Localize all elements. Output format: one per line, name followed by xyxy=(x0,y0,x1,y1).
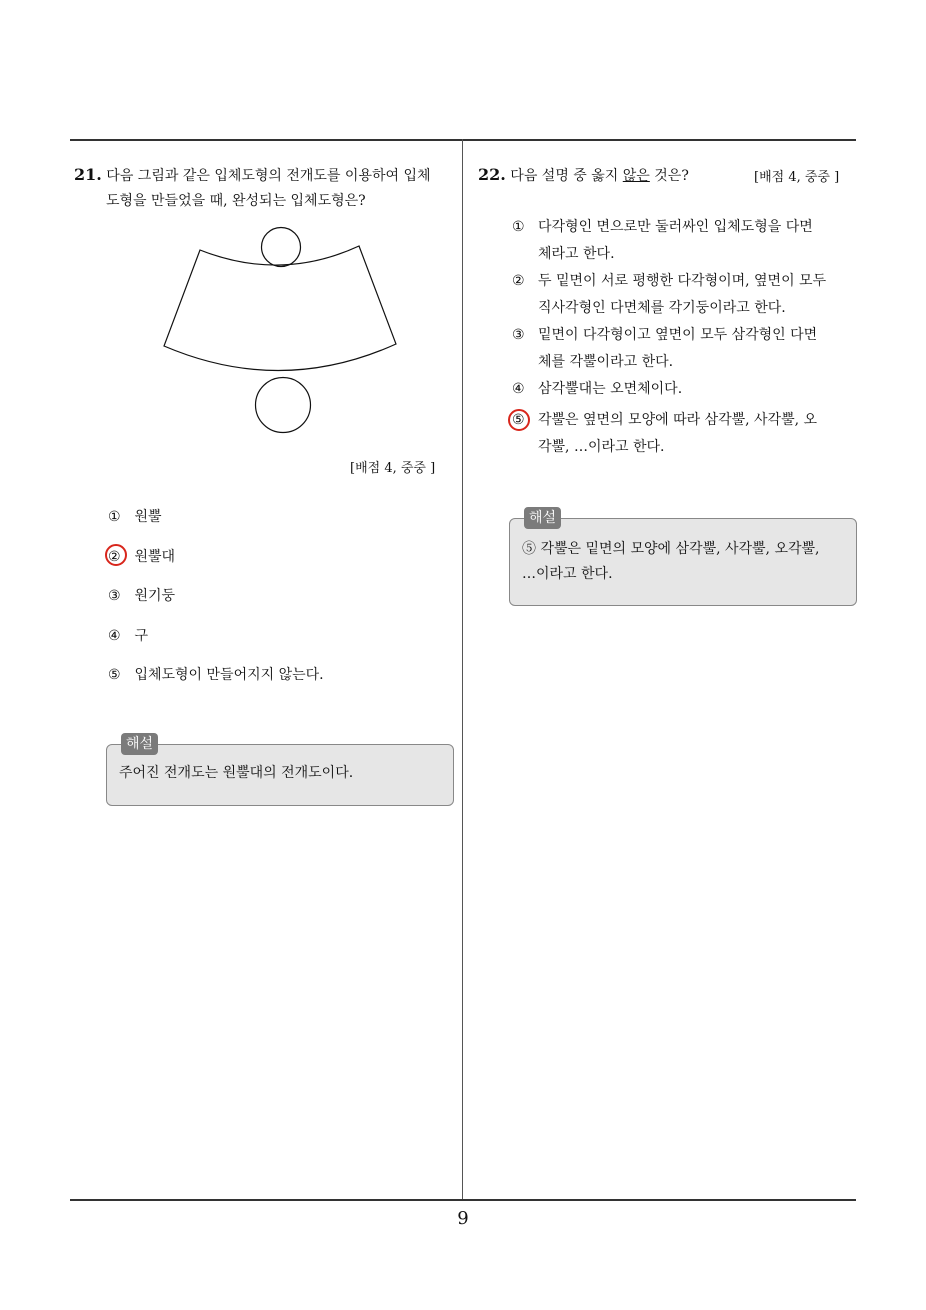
question-22-text-underlined: 않은 xyxy=(622,168,650,184)
q22-choice-4[interactable] xyxy=(512,376,852,403)
q21-choice-1[interactable] xyxy=(108,506,448,546)
question-22-number: 22. xyxy=(478,165,506,184)
q21-choice-2-text: 원뿔대 xyxy=(134,548,176,565)
q22-choice-2-line2: 직사각형인 다면체를 각기둥이라고 한다. xyxy=(538,300,786,316)
question-21-explanation-box xyxy=(106,736,454,806)
question-21-text-line1: 다음 그림과 같은 입체도형의 전개도를 이용하여 입체 xyxy=(106,168,431,184)
q22-choice-1-line2: 체라고 한다. xyxy=(538,246,615,262)
q21-choice-5[interactable] xyxy=(108,664,448,704)
question-22-text-before: 다음 설명 중 옳지 xyxy=(510,168,623,184)
q22-choice-5[interactable] xyxy=(512,407,852,461)
q22-choice-3-line1: 밑면이 다각형이고 옆면이 모두 삼각형인 다면 xyxy=(538,327,818,343)
q22-choice-5-line1: 각뿔은 옆면의 모양에 따라 삼각뿔, 사각뿔, 오 xyxy=(538,412,818,428)
q21-choice-2[interactable] xyxy=(108,546,448,586)
net-lateral-surface xyxy=(164,246,396,371)
q22-choice-2[interactable] xyxy=(512,268,852,322)
q22-choice-2-line1: 두 밑면이 서로 평행한 다각형이며, 옆면이 모두 xyxy=(538,273,827,289)
top-rule xyxy=(70,139,856,141)
question-22-choices xyxy=(512,214,852,461)
question-22-text-after: 것은? xyxy=(649,168,689,184)
q21-choice-2-mark: ② xyxy=(108,548,121,565)
question-21-choices xyxy=(108,506,448,704)
q21-choice-4[interactable] xyxy=(108,625,448,665)
q22-choice-1-line1: 다각형인 면으로만 둘러싸인 입체도형을 다면 xyxy=(538,219,813,235)
q22-choice-4-line1: 삼각뿔대는 오면체이다. xyxy=(538,381,683,397)
question-21-number: 21. xyxy=(74,165,102,184)
q22-choice-3-mark: ③ xyxy=(512,327,525,343)
q21-choice-1-mark: ① xyxy=(108,509,121,525)
q22-choice-3[interactable] xyxy=(512,322,852,376)
question-22-explanation-box xyxy=(509,510,857,606)
q21-choice-5-mark: ⑤ xyxy=(108,667,121,683)
question-22-explanation-text xyxy=(510,519,856,597)
question-22-score: [배점 4, 중중 ] xyxy=(754,170,840,185)
q21-choice-3[interactable] xyxy=(108,585,448,625)
question-22-explanation-line1: ⑤ 각뿔은 밑면의 모양에 삼각뿔, 사각뿔, 오각뿔, xyxy=(522,541,820,557)
column-divider xyxy=(462,139,463,1201)
net-bottom-circle xyxy=(256,378,311,433)
question-21-text-line2: 도형을 만들었을 때, 완성되는 입체도형은? xyxy=(106,193,366,209)
question-22-explanation-line2: …이라고 한다. xyxy=(522,566,613,582)
q22-choice-1[interactable] xyxy=(512,214,852,268)
q22-choice-1-mark: ① xyxy=(512,219,525,235)
question-21-explanation-text: 주어진 전개도는 원뿔대의 전개도이다. xyxy=(119,765,354,781)
q21-choice-1-text: 원뿔 xyxy=(134,509,162,525)
q22-choice-5-line2: 각뿔, …이라고 한다. xyxy=(538,439,665,455)
q22-choice-4-mark: ④ xyxy=(512,381,525,397)
explanation-label: 해설 xyxy=(524,507,561,529)
bottom-rule xyxy=(70,1199,856,1201)
page-number: 9 xyxy=(457,1208,469,1229)
q22-choice-5-mark: ⑤ xyxy=(512,412,525,428)
q22-choice-3-line2: 체를 각뿔이라고 한다. xyxy=(538,354,674,370)
q21-choice-4-text: 구 xyxy=(134,627,148,644)
question-21 xyxy=(74,162,458,214)
q21-choice-4-mark: ④ xyxy=(108,627,121,644)
q21-choice-5-text: 입체도형이 만들어지지 않는다. xyxy=(134,667,324,683)
net-top-circle xyxy=(262,228,301,267)
question-21-score: [배점 4, 중중 ] xyxy=(350,461,436,476)
q22-choice-2-mark: ② xyxy=(512,273,525,289)
q21-choice-3-mark: ③ xyxy=(108,588,121,604)
explanation-label: 해설 xyxy=(121,733,158,755)
frustum-net-figure xyxy=(156,220,406,440)
q21-choice-3-text: 원기둥 xyxy=(134,588,176,604)
